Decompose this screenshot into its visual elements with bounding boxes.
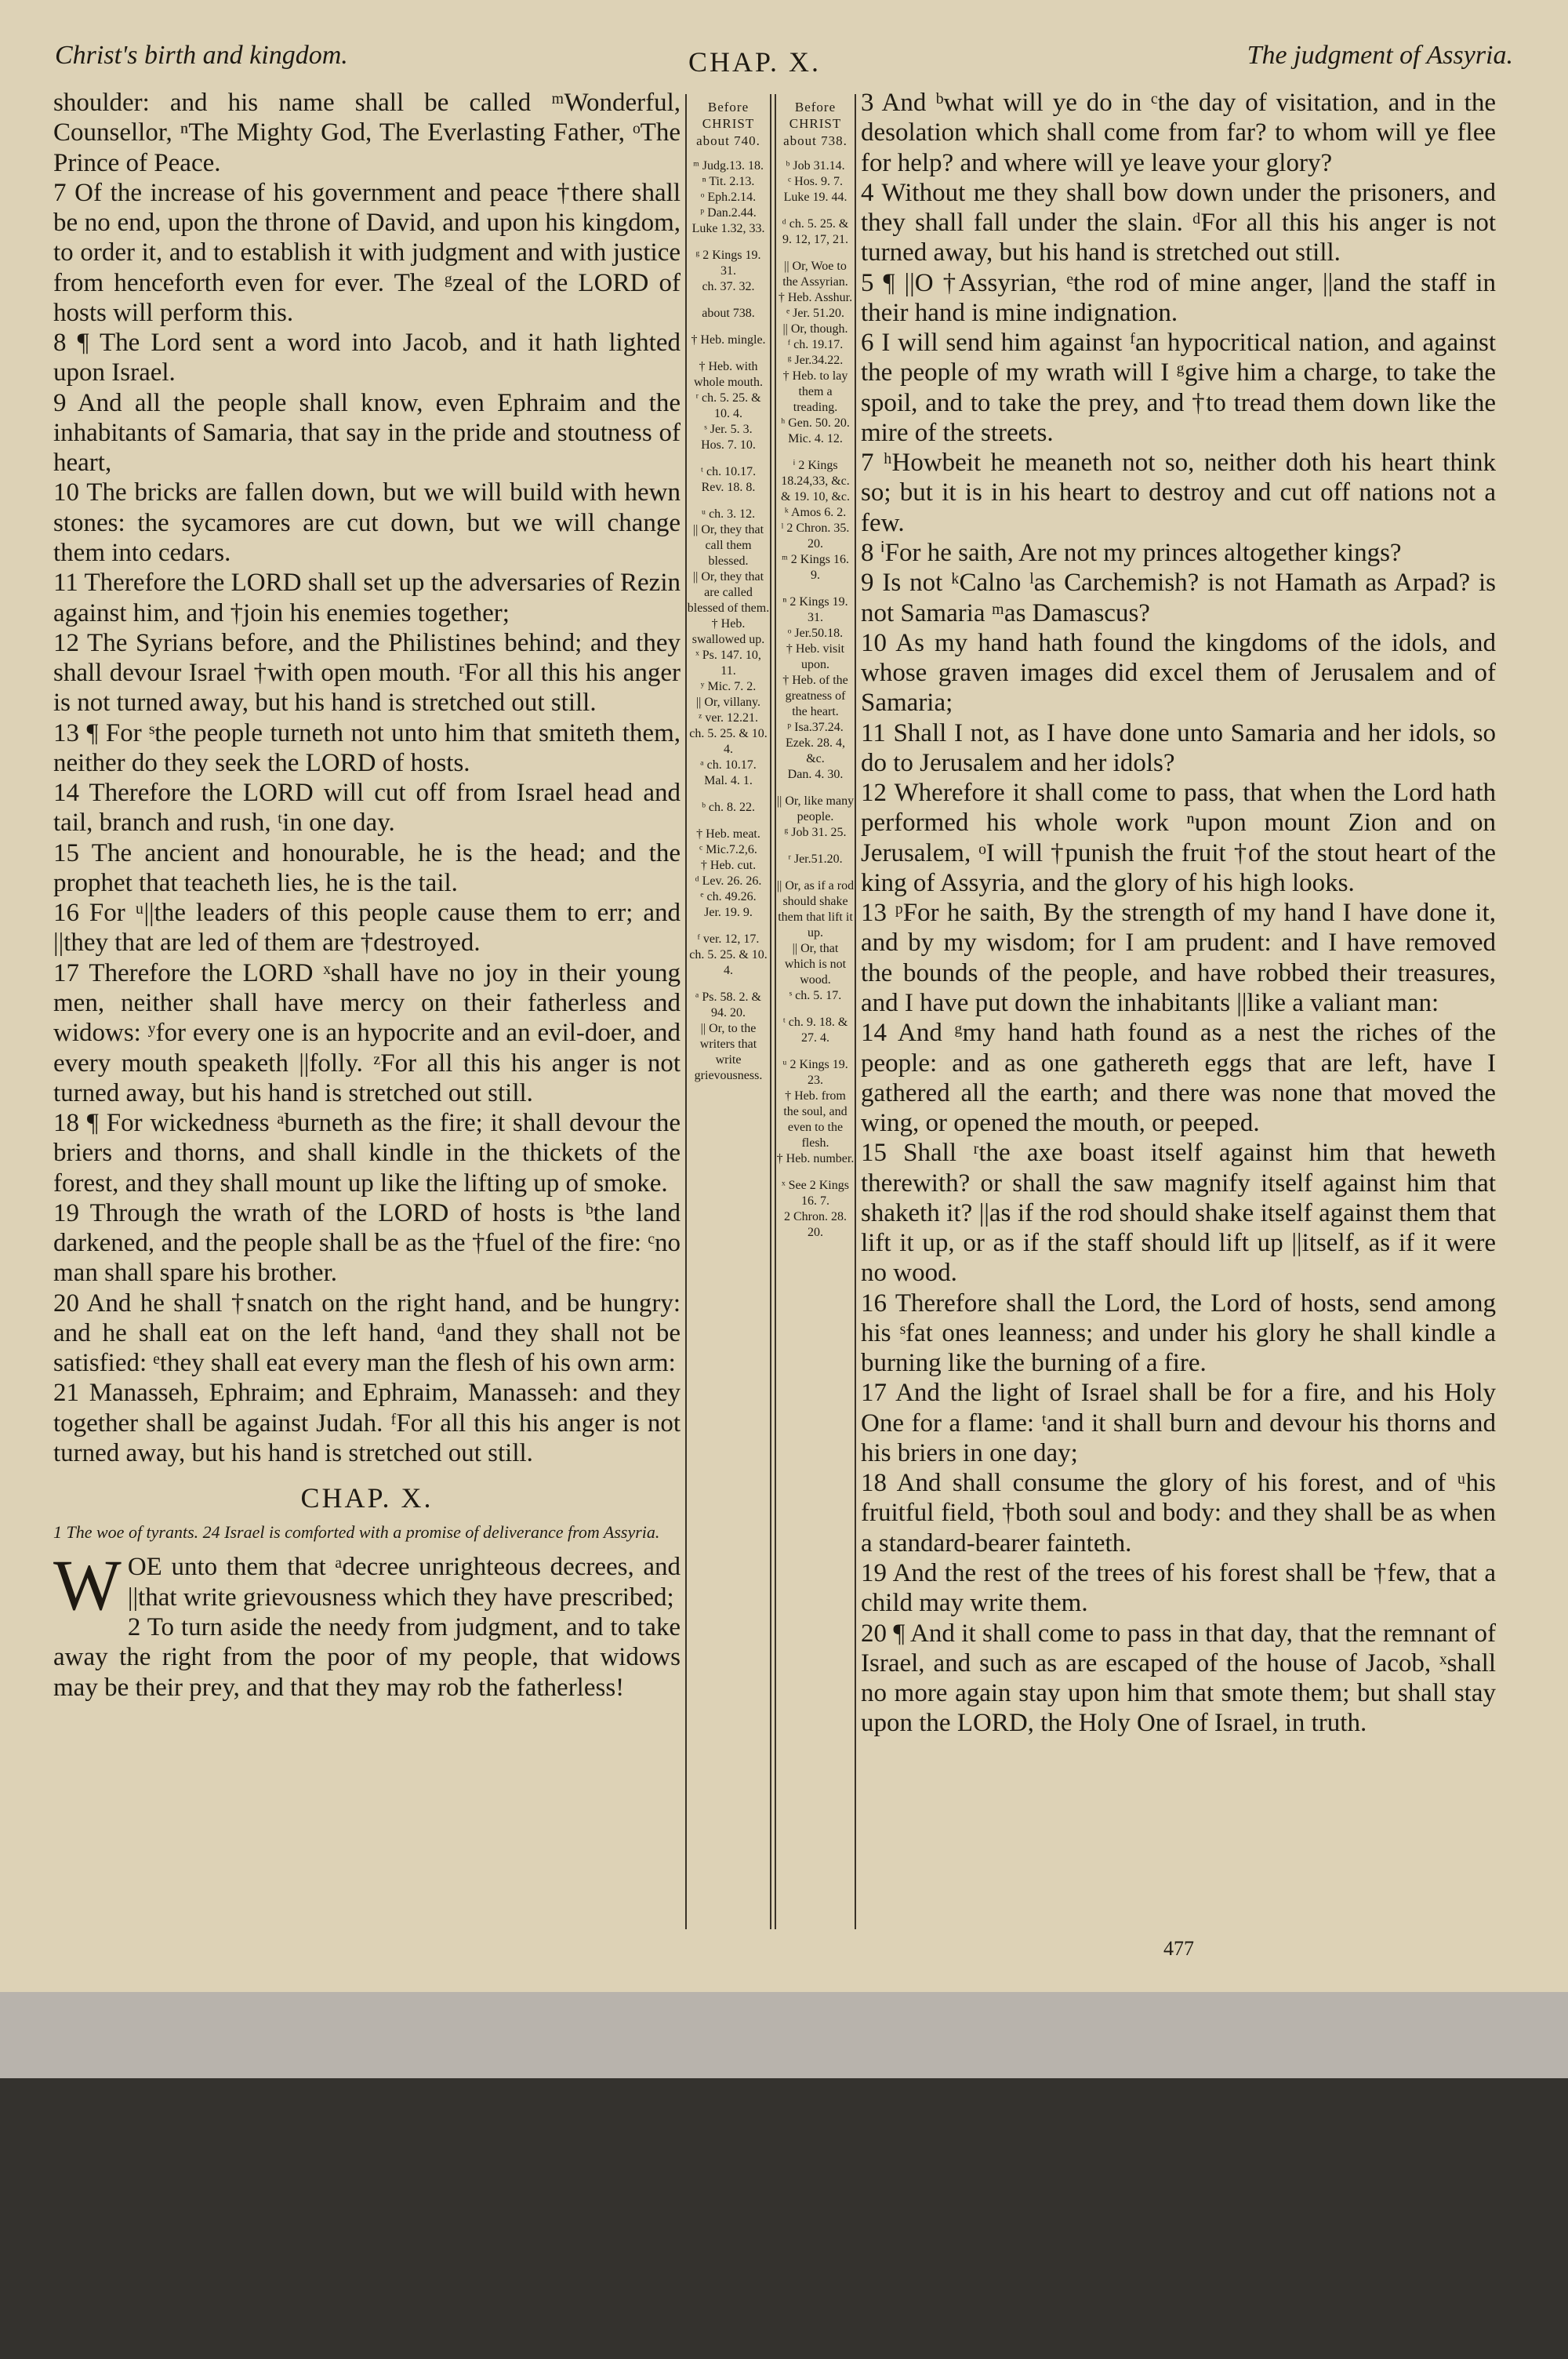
verse: 19 And the rest of the trees of his forest shall be †few, that a child may write them.: [861, 1559, 1496, 1618]
running-head-left: Christ's birth and kingdom.: [55, 41, 348, 70]
margin-note: ᵘ 2 Kings 19. 23. † Heb. from the soul, and even to the flesh. † Heb. number.: [776, 1057, 855, 1165]
margin-note: ᵗ ch. 9. 18. & 27. 4.: [782, 1015, 848, 1045]
background-surface: [0, 2078, 1568, 2359]
margin-note: ᵍ 2 Kings 19. 31. ch. 37. 32.: [695, 248, 761, 293]
verse: 21 Manasseh, Ephraim; and Ephraim, Manasseh: and they together shall be against Judah. ᶠFor all this his anger is not turned away, but his hand is stretched out still.: [53, 1379, 681, 1467]
verse: 3 And ᵇwhat will ye do in ᶜthe day of visitation, and in the desolation which shall come from far? to whom will ye flee for help? and where will ye leave your glory?: [861, 89, 1496, 177]
margin-note: ⁿ 2 Kings 19. 31. ᵒ Jer.50.18. † Heb. visit upon. † Heb. of the greatness of the heart. ᵖ Isa.37.24. Ezek. 28. 4, &c. Dan. 4. 30.: [782, 594, 848, 781]
verse: 12 Wherefore it shall come to pass, that when the Lord hath performed his whole work ⁿupon mount Zion and on Jerusalem, ᵒI will †punish the fruit †of the stout heart of the king of Assyria, and the glory of his high looks.: [861, 779, 1496, 897]
chapter-heading: CHAP. X.: [300, 1482, 434, 1514]
running-head-right: The judgment of Assyria.: [1247, 41, 1513, 70]
verse: 18 ¶ For wickedness ᵃburneth as the fire; it shall devour the briers and thorns, and shall kindle in the thickets of the forest, and they shall mount up like the lifting up of smoke.: [53, 1109, 681, 1198]
left-text-column: [53, 88, 681, 1703]
verse: 8 ¶ The Lord sent a word into Jacob, and it hath lighted upon Israel.: [53, 329, 681, 387]
cross-reference-column-left: [687, 99, 770, 1095]
verse: 11 Shall I not, as I have done unto Samaria and her idols, so do to Jerusalem and her idols?: [861, 718, 1496, 777]
margin-note: about 738.: [702, 306, 755, 320]
margin-note: † Heb. mingle.: [691, 333, 766, 347]
verse: 7 ʰHowbeit he meaneth not so, neither doth his heart think so; but it is in his heart to destroy and cut off nations not a few.: [861, 449, 1496, 537]
verse: 9 Is not ᵏCalno ˡas Carchemish? is not Hamath as Arpad? is not Samaria ᵐas Damascus?: [861, 569, 1496, 627]
verse: 14 And ᵍmy hand hath found as a nest the riches of the people: and as one gathereth eggs that are left, have I gathered all the earth; and there was none that moved the wing, or opened the mouth, or peeped.: [861, 1019, 1496, 1138]
verse: shoulder: and his name shall be called ᵐWonderful, Counsellor, ⁿThe Mighty God, The Everlasting Father, ᵒThe Prince of Peace.: [53, 89, 681, 177]
verse: 14 Therefore the LORD will cut off from Israel head and tail, branch and rush, ᵗin one day.: [53, 779, 681, 838]
verse: 17 And the light of Israel shall be for a fire, and his Holy One for a flame: ᵗand it shall burn and devour his thorns and his briers in one day;: [861, 1379, 1496, 1467]
drop-cap: W: [53, 1545, 122, 1626]
verse: 20 ¶ And it shall come to pass in that day, that the remnant of Israel, and such as are escaped of the house of Jacob, ˣshall no more again stay upon him that smote them; but shall stay upon the LORD, the Holy One of Israel, in truth.: [861, 1619, 1496, 1738]
verse: 17 Therefore the LORD ˣshall have no joy in their young men, neither shall have mercy on their fatherless and widows: ʸfor every one is an hypocrite and an evil-doer, and every mouth speaketh ||folly. ᶻFor all this his anger is not turned away, but his hand is stretched out still.: [53, 958, 681, 1107]
margin-note: ᶠ ver. 12, 17. ch. 5. 25. & 10. 4.: [689, 932, 768, 977]
verse: 8 ⁱFor he saith, Are not my princes altogether kings?: [861, 538, 1402, 567]
page-lower-edge: [0, 1992, 1568, 2078]
margin-note: ˣ See 2 Kings 16. 7. 2 Chron. 28. 20.: [782, 1178, 849, 1239]
margin-note: ᵇ Job 31.14. ᶜ Hos. 9. 7. Luke 19. 44.: [783, 158, 848, 204]
margin-note: † Heb. with whole mouth. ʳ ch. 5. 25. & 10. 4. ˢ Jer. 5. 3. Hos. 7. 10.: [694, 359, 763, 452]
verse: 10 As my hand hath found the kingdoms of the idols, and whose graven images did excel them of Jerusalem and of Samaria;: [861, 628, 1496, 718]
margin-note: || Or, Woe to the Assyrian. † Heb. Asshur. ᵉ Jer. 51.20. || Or, though. ᶠ ch. 19.17. ᵍ Jer.34.22. † Heb. to lay them a treading. ʰ Gen. 50. 20. Mic. 4. 12.: [778, 259, 853, 445]
margin-note: || Or, like many people. ᵍ Job 31. 25.: [776, 794, 855, 839]
margin-note: ᵈ ch. 5. 25. & 9. 12, 17, 21.: [782, 216, 849, 246]
column-rule: [770, 94, 771, 1929]
verse: 4 Without me they shall bow down under the prisoners, and they shall fall under the slain. ᵈFor all this his anger is not turned away, but his hand is stretched out still.: [861, 178, 1496, 267]
margin-note: ⁱ 2 Kings 18.24,33, &c. & 19. 10, &c. ᵏ Amos 6. 2. ˡ 2 Chron. 35. 20. ᵐ 2 Kings 16. 9.: [781, 458, 850, 582]
margin-note: † Heb. meat. ᶜ Mic.7.2,6. † Heb. cut. ᵈ Lev. 26. 26. ᵉ ch. 49.26. Jer. 19. 9.: [695, 827, 762, 919]
margin-note: ʳ Jer.51.20.: [788, 852, 843, 866]
verse: 13 ᵖFor he saith, By the strength of my hand I have done it, and by my wisdom; for I am prudent: and I have removed the bounds of the people, and have robbed their treasures, and I have put down the inhabitants ||like a valiant man:: [861, 899, 1496, 1017]
margin-note: ᵐ Judg.13. 18. ⁿ Tit. 2.13. ᵒ Eph.2.14. ᵖ Dan.2.44. Luke 1.32, 33.: [691, 158, 765, 235]
verse-text: OE unto them that ᵃdecree unrighteous decrees, and ||that write grievousness which they have prescribed;: [127, 1553, 681, 1612]
verse: 15 The ancient and honourable, he is the head; and the prophet that teacheth lies, he is the tail.: [53, 838, 681, 897]
chapter-first-verse: [53, 1545, 681, 1626]
verse: 19 Through the wrath of the LORD of hosts is ᵇthe land darkened, and the people shall be as the †fuel of the fire: ᶜno man shall spare his brother.: [53, 1198, 681, 1288]
margin-date-header: Before CHRIST about 740.: [696, 100, 760, 148]
page-number: 477: [1163, 1937, 1194, 1960]
column-rule: [855, 94, 856, 1929]
verse: 13 ¶ For ˢthe people turneth not unto him that smiteth them, neither do they seek the LORD of hosts.: [53, 718, 681, 777]
margin-date-header: Before CHRIST about 738.: [783, 100, 848, 148]
right-text-column: [861, 88, 1496, 1739]
chapter-summary: 1 The woe of tyrants. 24 Israel is comforted with a promise of deliverance from Assyria.: [53, 1521, 660, 1542]
margin-note: || Or, as if a rod should shake them that lift it up. || Or, that which is not wood. ˢ ch. 5. 17.: [776, 878, 855, 1002]
verse: 6 I will send him against ᶠan hypocritical nation, and against the people of my wrath will I ᵍgive him a charge, to take the spoil, and to take the prey, and †to tread them down like the mire of the streets.: [861, 329, 1496, 447]
verse: 12 The Syrians before, and the Philistines behind; and they shall devour Israel †with open mouth. ʳFor all this his anger is not turned away, but his hand is stretched out still.: [53, 628, 681, 718]
verse: 10 The bricks are fallen down, but we will build with hewn stones: the sycamores are cut down, but we will change them into cedars.: [53, 478, 681, 567]
margin-note: ᵇ ch. 8. 22.: [701, 800, 756, 814]
verse: 16 Therefore shall the Lord, the Lord of hosts, send among his ˢfat ones leanness; and under his glory he shall kindle a burning like the burning of a fire.: [861, 1289, 1496, 1378]
verse: 20 And he shall †snatch on the right hand, and be hungry: and he shall eat on the left hand, ᵈand they shall not be satisfied: ᵉthey shall eat every man the flesh of his own arm:: [53, 1289, 681, 1378]
verse: 11 Therefore the LORD shall set up the adversaries of Rezin against him, and †join his enemies together;: [53, 569, 681, 627]
cross-reference-column-right: [776, 99, 855, 1252]
margin-note: ᵗ ch. 10.17. Rev. 18. 8.: [700, 464, 757, 494]
verse: 9 And all the people shall know, even Ephraim and the inhabitants of Samaria, that say in the pride and stoutness of heart,: [53, 388, 681, 478]
verse: 18 And shall consume the glory of his forest, and of ᵘhis fruitful field, †both soul and body: and they shall be as when a standard-bearer fainteth.: [861, 1469, 1496, 1558]
verse: 5 ¶ ||O †Assyrian, ᵉthe rod of mine anger, ||and the staff in their hand is mine indignation.: [861, 268, 1496, 327]
verse: 2 To turn aside the needy from judgment, and to take away the right from the poor of my people, that widows may be their prey, and that they may rob the fatherless!: [53, 1613, 681, 1702]
margin-note: ᵃ Ps. 58. 2. & 94. 20. || Or, to the writers that write grievousness.: [694, 990, 763, 1082]
verse: 7 Of the increase of his government and peace †there shall be no end, upon the throne of David, and upon his kingdom, to order it, and to establish it with judgment and with justice from henceforth even for ever. The ᵍzeal of the LORD of hosts will perform this.: [53, 178, 681, 327]
verse: 16 For ᵘ||the leaders of this people cause them to err; and ||they that are led of them are †destroyed.: [53, 899, 681, 958]
verse: 15 Shall ʳthe axe boast itself against him that heweth therewith? or shall the saw magnify itself against him that shaketh it? ||as if the rod should shake itself against them that lift it up, or as if the staff should lift up ||itself, as if it were no wood.: [861, 1139, 1496, 1288]
margin-note: ᵘ ch. 3. 12. || Or, they that call them blessed. || Or, they that are called blessed of them. † Heb. swallowed up. ˣ Ps. 147. 10, 11. ʸ Mic. 7. 2. || Or, villany. ᶻ ver. 12.21. ch. 5. 25. & 10. 4. ᵃ ch. 10.17. Mal. 4. 1.: [687, 507, 770, 787]
running-head-center: CHAP. X.: [688, 46, 822, 78]
